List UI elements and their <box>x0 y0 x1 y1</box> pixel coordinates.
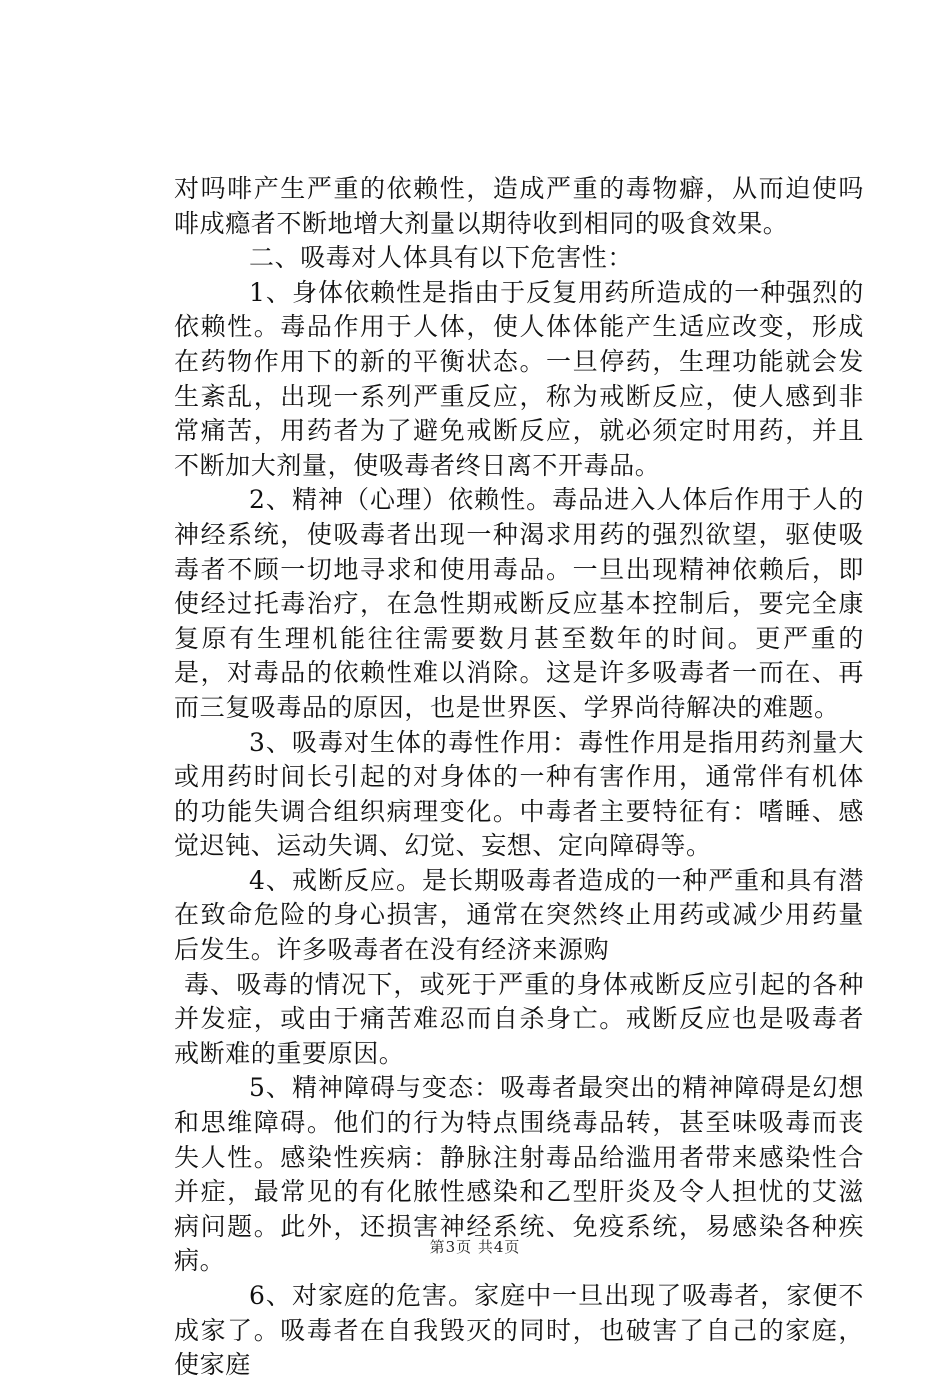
paragraph: 1、身体依赖性是指由于反复用药所造成的一种强烈的依赖性。毒品作用于人体，使人体体能产生适应改变，形成在药物作用下的新的平衡状态。一旦停药，生理功能就会发生紊乱，出现一系列严重反应，称为戒断反应，使人感到非常痛苦，用药者为了避免戒断反应，就必须定时用药，并且不断加大剂量，使吸毒者终日离不开毒品。 <box>174 277 864 480</box>
paragraph: 对吗啡产生严重的依赖性，造成严重的毒物癖，从而迫使吗啡成瘾者不断地增大剂量以期待收到相同的吸食效果。 <box>174 174 864 238</box>
section-heading: 二、吸毒对人体具有以下危害性： <box>249 243 634 273</box>
document-body <box>174 172 864 1383</box>
paragraph: 3、吸毒对生体的毒性作用：毒性作用是指用药剂量大或用药时间长引起的对身体的一种有害作用，通常伴有机体的功能失调合组织病理变化。中毒者主要特征有：嗜睡、感觉迟钝、运动失调、幻觉、妄想、定向障碍等。 <box>174 727 864 861</box>
paragraph: 5、精神障碍与变态：吸毒者最突出的精神障碍是幻想和思维障碍。他们的行为特点围绕毒品转，甚至味吸毒而丧失人性。感染性疾病：静脉注射毒品给滥用者带来感染性合并症，最常见的有化脓性感染和乙型肝炎及令人担忧的艾滋病问题。此外，还损害神经系统、免疫系统，易感染各种疾病。 <box>174 1073 864 1276</box>
paragraph: 4、戒断反应。是长期吸毒者造成的一种严重和具有潜在致命危险的身心损害，通常在突然终止用药或减少用药量后发生。许多吸毒者在没有经济来源购 <box>174 865 864 965</box>
paragraph: 6、对家庭的危害。家庭中一旦出现了吸毒者，家便不成家了。吸毒者在自我毁灭的同时，也破害了自己的家庭，使家庭 <box>174 1281 864 1380</box>
page-footer: 第3页 共4页 <box>429 1238 521 1256</box>
paragraph: 2、精神（心理）依赖性。毒品进入人体后作用于人的神经系统，使吸毒者出现一种渴求用药的强烈欲望，驱使吸毒者不顾一切地寻求和使用毒品。一旦出现精神依赖后，即使经过托毒治疗，在急性期戒断反应基本控制后，要完全康复原有生理机能往往需要数月甚至数年的时间。更严重的是，对毒品的依赖性难以消除。这是许多吸毒者一而在、再而三复吸毒品的原因，也是世界医、学界尚待解决的难题。 <box>174 485 864 722</box>
paragraph: 毒、吸毒的情况下，或死于严重的身体戒断反应引起的各种并发症，或由于痛苦难忍而自杀身亡。戒断反应也是吸毒者戒断难的重要原因。 <box>174 969 864 1068</box>
